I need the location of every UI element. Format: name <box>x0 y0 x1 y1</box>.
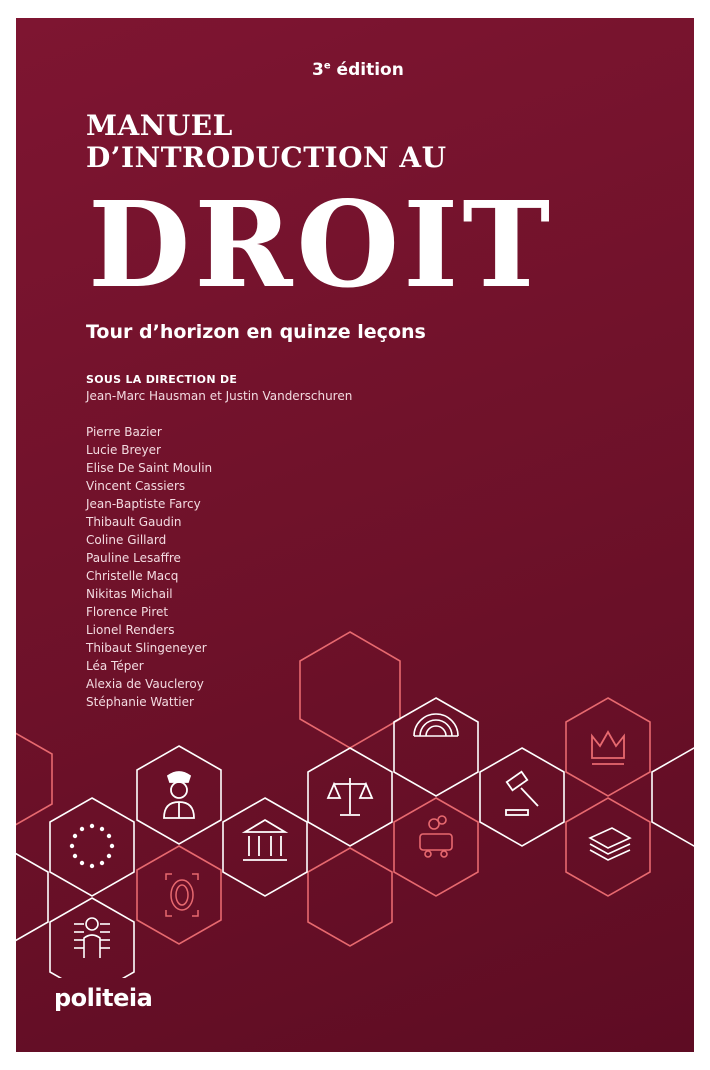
hexagon-outline <box>300 632 400 748</box>
hexagon-outline <box>137 746 221 844</box>
author-name: Lucie Breyer <box>86 443 161 457</box>
title-main: DROIT <box>88 175 555 314</box>
money-stack-icon <box>590 828 630 860</box>
hexagon-outline <box>308 848 392 946</box>
hexagon-outline <box>394 698 478 796</box>
hexagon-outline <box>394 798 478 896</box>
author-name: Christelle Macq <box>86 569 179 583</box>
subtitle: Tour d’horizon en quinze leçons <box>86 321 426 343</box>
directors: Jean-Marc Hausman et Justin Vanderschuren <box>86 389 353 403</box>
direction-label: SOUS LA DIRECTION DE <box>86 373 238 386</box>
author-name: Lionel Renders <box>86 623 175 637</box>
author-name: Nikitas Michail <box>86 587 173 601</box>
title-line-1: MANUEL <box>86 109 233 142</box>
author-name: Pauline Lesaffre <box>86 551 181 565</box>
fingerprint-icon <box>166 874 198 916</box>
gavel-icon <box>506 772 538 815</box>
author-name: Alexia de Vaucleroy <box>86 677 204 691</box>
courthouse-icon <box>243 820 287 860</box>
author-name: Jean-Baptiste Farcy <box>86 497 201 511</box>
hexagon-outline <box>566 698 650 796</box>
title-top <box>86 110 447 174</box>
author-name: Thibault Gaudin <box>86 515 182 529</box>
car-accident-icon <box>420 816 452 857</box>
hexagon-outline <box>223 798 307 896</box>
scales-of-justice-icon <box>328 778 372 815</box>
european-stars-icon <box>70 824 114 868</box>
police-officer-icon <box>164 772 194 818</box>
hexagon-outline <box>16 848 48 946</box>
mugshot-person-icon <box>74 918 110 958</box>
title-line-2: D’INTRODUCTION AU <box>86 141 447 174</box>
author-name: Léa Téper <box>86 659 144 673</box>
hexagon-outline <box>50 898 134 978</box>
author-name: Coline Gillard <box>86 533 167 547</box>
edition-label: 3e édition <box>312 60 404 80</box>
book-cover <box>16 18 694 1052</box>
author-name: Elise De Saint Moulin <box>86 461 213 475</box>
hexagon-outline <box>652 748 694 846</box>
hexagon-outline <box>480 748 564 846</box>
hexagon-outline <box>16 730 52 828</box>
parliament-hemicycle-icon <box>414 714 458 736</box>
author-name: Florence Piret <box>86 605 169 619</box>
hexagon-pattern <box>16 618 694 978</box>
crown-icon <box>592 732 624 764</box>
author-name: Vincent Cassiers <box>86 479 186 493</box>
author-name: Pierre Bazier <box>86 425 162 439</box>
hexagon-outline <box>50 798 134 896</box>
author-name: Thibaut Slingeneyer <box>86 641 207 655</box>
publisher-logo: politeia <box>54 984 153 1012</box>
hexagon-outline <box>137 846 221 944</box>
author-name: Stéphanie Wattier <box>86 695 194 709</box>
hexagon-outline <box>566 798 650 896</box>
